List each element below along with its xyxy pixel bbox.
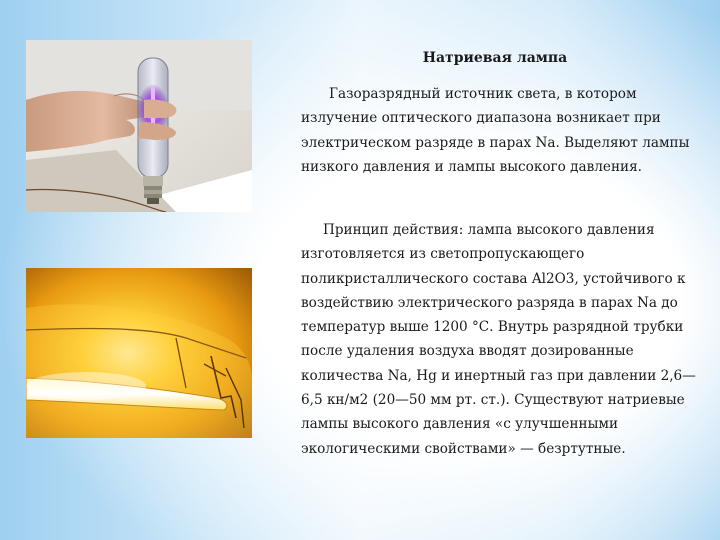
glowing-sodium-lamp-photo: [26, 268, 252, 438]
glowing-lamp-illustration: [26, 268, 252, 438]
paragraph-definition: Газоразрядный источник света, в котором излучение оптического диапазона возникает при электрическом разряде в парах Na. Выделяют лампы низкого давления и лампы высокого давления.: [301, 86, 690, 176]
hand-holding-lamp-photo: [26, 40, 252, 212]
hand-lamp-illustration: [26, 40, 252, 212]
paragraph-principle: Принцип действия: лампа высокого давления изготовляется из светопропускающего поликристаллического состава Al2O3, устойчивого к воздействию электрического разряда в парах Na до температур выше 1200 °С. Внутрь разрядной трубки после удаления воздуха вводят дозированные количества Na, Hg и инертный газ при давлении 2,6—6,5 кн/м2 (20—50 мм рт. ст.). Существуют натриевые лампы высокого давления «с улучшенными экологическими свойствами» — безртутные.: [301, 222, 696, 457]
slide-title: Натриевая лампа: [422, 50, 568, 66]
